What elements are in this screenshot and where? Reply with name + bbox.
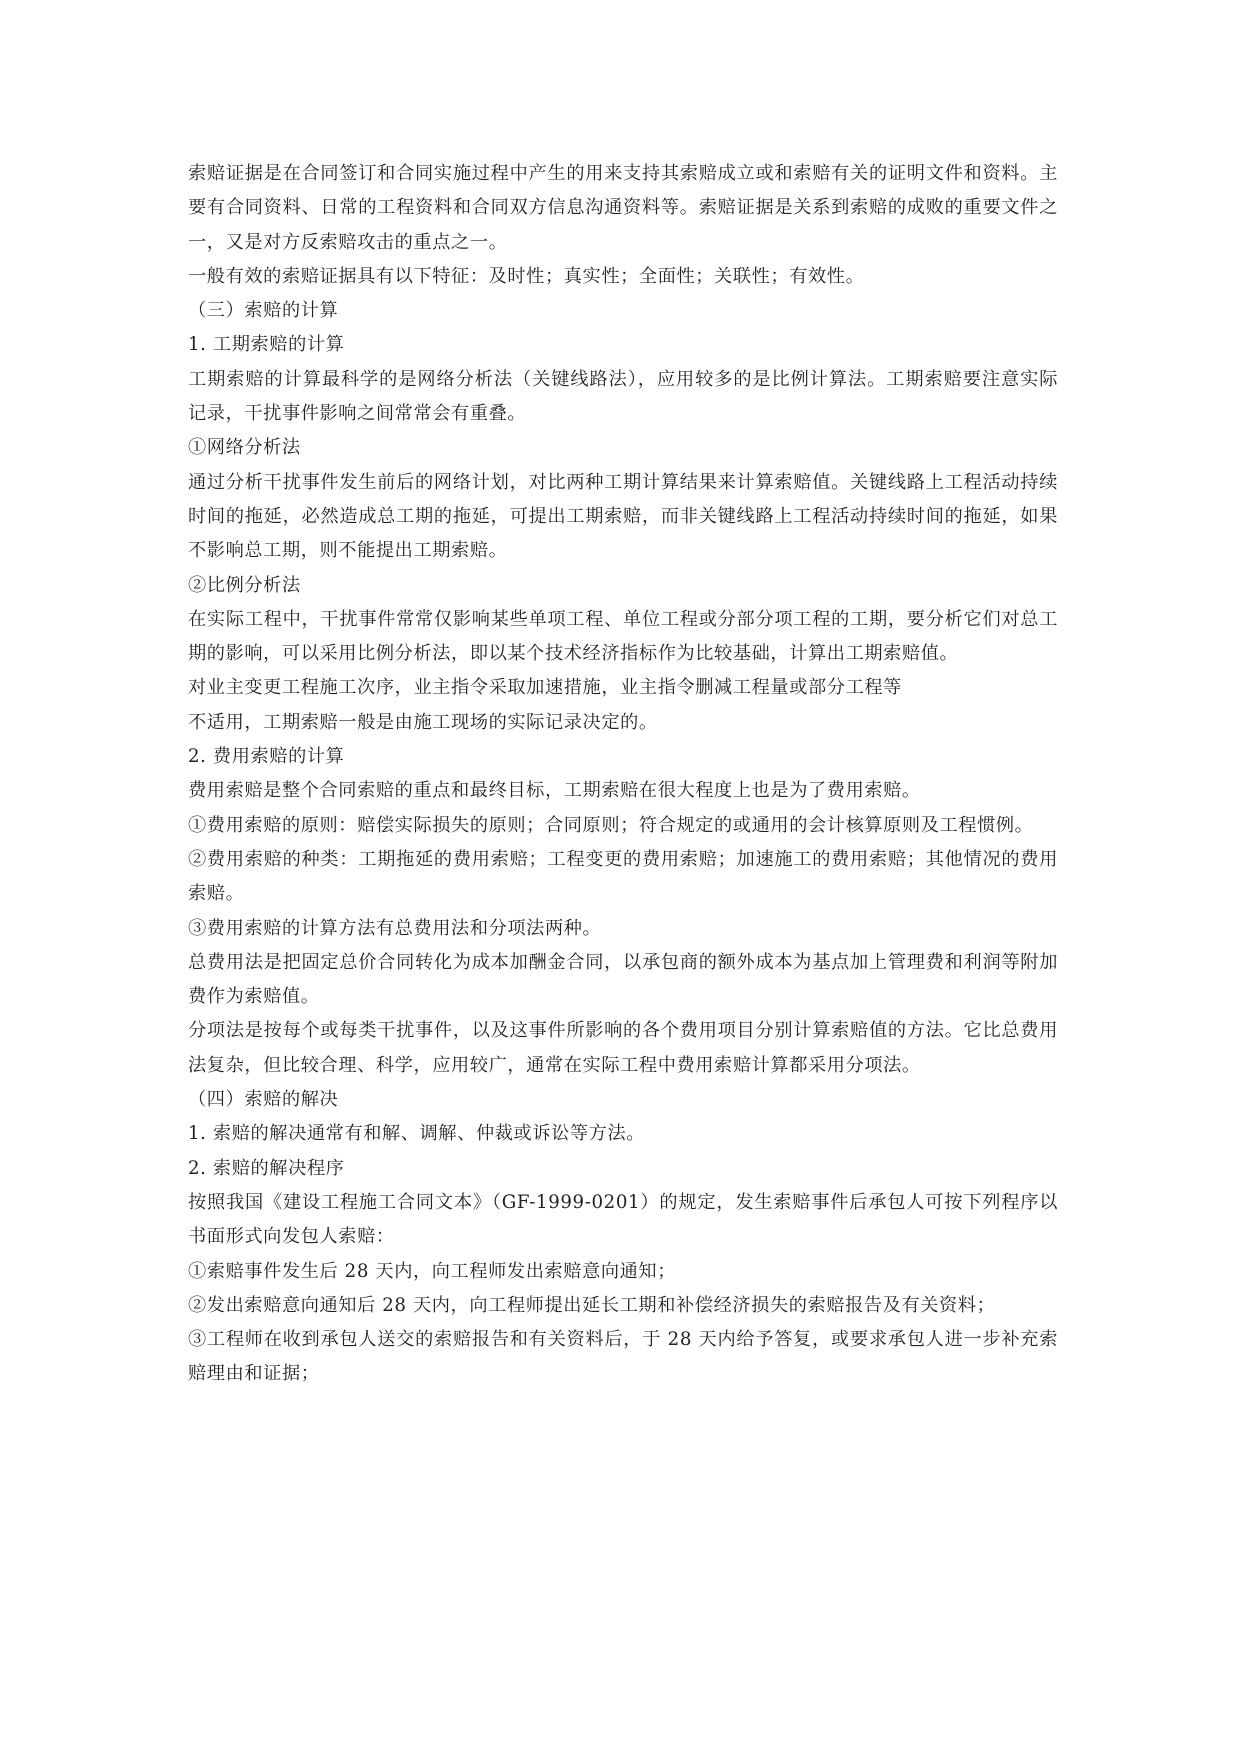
- subheading-cost-claim: 2. 费用索赔的计算: [188, 746, 345, 768]
- paragraph-itemized-method: 分项法是按每个或每类干扰事件，以及这事件所影响的各个费用项目分别计算索赔值的方法。它比总费用法复杂，但比较合理、科学，应用较广，通常在实际工程中费用索赔计算都采用分项法。: [188, 1020, 1058, 1076]
- paragraph-not-applicable: 不适用，工期索赔一般是由施工现场的实际记录决定的。: [188, 711, 658, 733]
- paragraph-claim-evidence: 索赔证据是在合同签订和合同实施过程中产生的用来支持其索赔成立或和索赔有关的证明文件和资料。主要有合同资料、日常的工程资料和合同双方信息沟通资料等。索赔证据是关系到索赔的成败的重要文件之一，又是对方反索赔攻击的重点之一。: [188, 163, 1058, 253]
- paragraph-cost-claim-types: ②费用索赔的种类：工期拖延的费用索赔；工程变更的费用索赔；加速施工的费用索赔；其他情况的费用索赔。: [188, 848, 1058, 905]
- paragraph-step-1: ①索赔事件发生后 28 天内，向工程师发出索赔意向通知；: [188, 1260, 677, 1282]
- paragraph-cost-claim-principles: ①费用索赔的原则：赔偿实际损失的原则；合同原则；符合规定的或通用的会计核算原则及工程惯例。: [188, 814, 1034, 836]
- subheading-network-analysis: ①网络分析法: [188, 437, 301, 459]
- paragraph-duration-claim-method: 工期索赔的计算最科学的是网络分析法（关键线路法），应用较多的是比例计算法。工期索赔要注意实际记录，干扰事件影响之间常常会有重叠。: [188, 368, 1058, 425]
- paragraph-step-2: ②发出索赔意向通知后 28 天内，向工程师提出延长工期和补偿经济损失的索赔报告及有关资料；: [188, 1294, 996, 1316]
- paragraph-step-3: ③工程师在收到承包人送交的索赔报告和有关资料后，于 28 天内给予答复，或要求承包人进一步补充索赔理由和证据；: [188, 1329, 1058, 1385]
- paragraph-contract-regulation: 按照我国《建设工程施工合同文本》（GF-1999-0201）的规定，发生索赔事件后承包人可按下列程序以书面形式向发包人索赔：: [188, 1191, 1058, 1248]
- subheading-resolution-procedure: 2. 索赔的解决程序: [188, 1157, 345, 1179]
- document-body: [188, 157, 1058, 1392]
- paragraph-total-cost-method: 总费用法是把固定总价合同转化为成本加酬金合同，以承包商的额外成本为基点加上管理费和利润等附加费作为索赔值。: [188, 951, 1058, 1008]
- paragraph-evidence-features: 一般有效的索赔证据具有以下特征：及时性；真实性；全面性；关联性；有效性。: [188, 265, 865, 287]
- paragraph-resolution-methods: 1. 索赔的解决通常有和解、调解、仲裁或诉讼等方法。: [188, 1123, 646, 1145]
- paragraph-cost-claim-methods: ③费用索赔的计算方法有总费用法和分项法两种。: [188, 917, 602, 939]
- paragraph-ratio-analysis: 在实际工程中，干扰事件常常仅影响某些单项工程、单位工程或分部分项工程的工期，要分析它们对总工期的影响，可以采用比例分析法，即以某个技术经济指标作为比较基础，计算出工期索赔值。: [188, 608, 1058, 665]
- paragraph-network-analysis: 通过分析干扰事件发生前后的网络计划，对比两种工期计算结果来计算索赔值。关键线路上工程活动持续时间的拖延，必然造成总工期的拖延，可提出工期索赔，而非关键线路上工程活动持续时间的拖延，如果不影响总工期，则不能提出工期索赔。: [188, 471, 1058, 562]
- section-heading-calculation: （三）索赔的计算: [188, 300, 339, 322]
- subheading-duration-claim: 1. 工期索赔的计算: [188, 334, 345, 356]
- subheading-ratio-analysis: ②比例分析法: [188, 574, 301, 596]
- section-heading-resolution: （四）索赔的解决: [188, 1089, 339, 1111]
- paragraph-owner-changes: 对业主变更工程施工次序，业主指令采取加速措施，业主指令删减工程量或部分工程等: [188, 677, 902, 699]
- paragraph-cost-claim-goal: 费用索赔是整个合同索赔的重点和最终目标，工期索赔在很大程度上也是为了费用索赔。: [188, 780, 921, 802]
